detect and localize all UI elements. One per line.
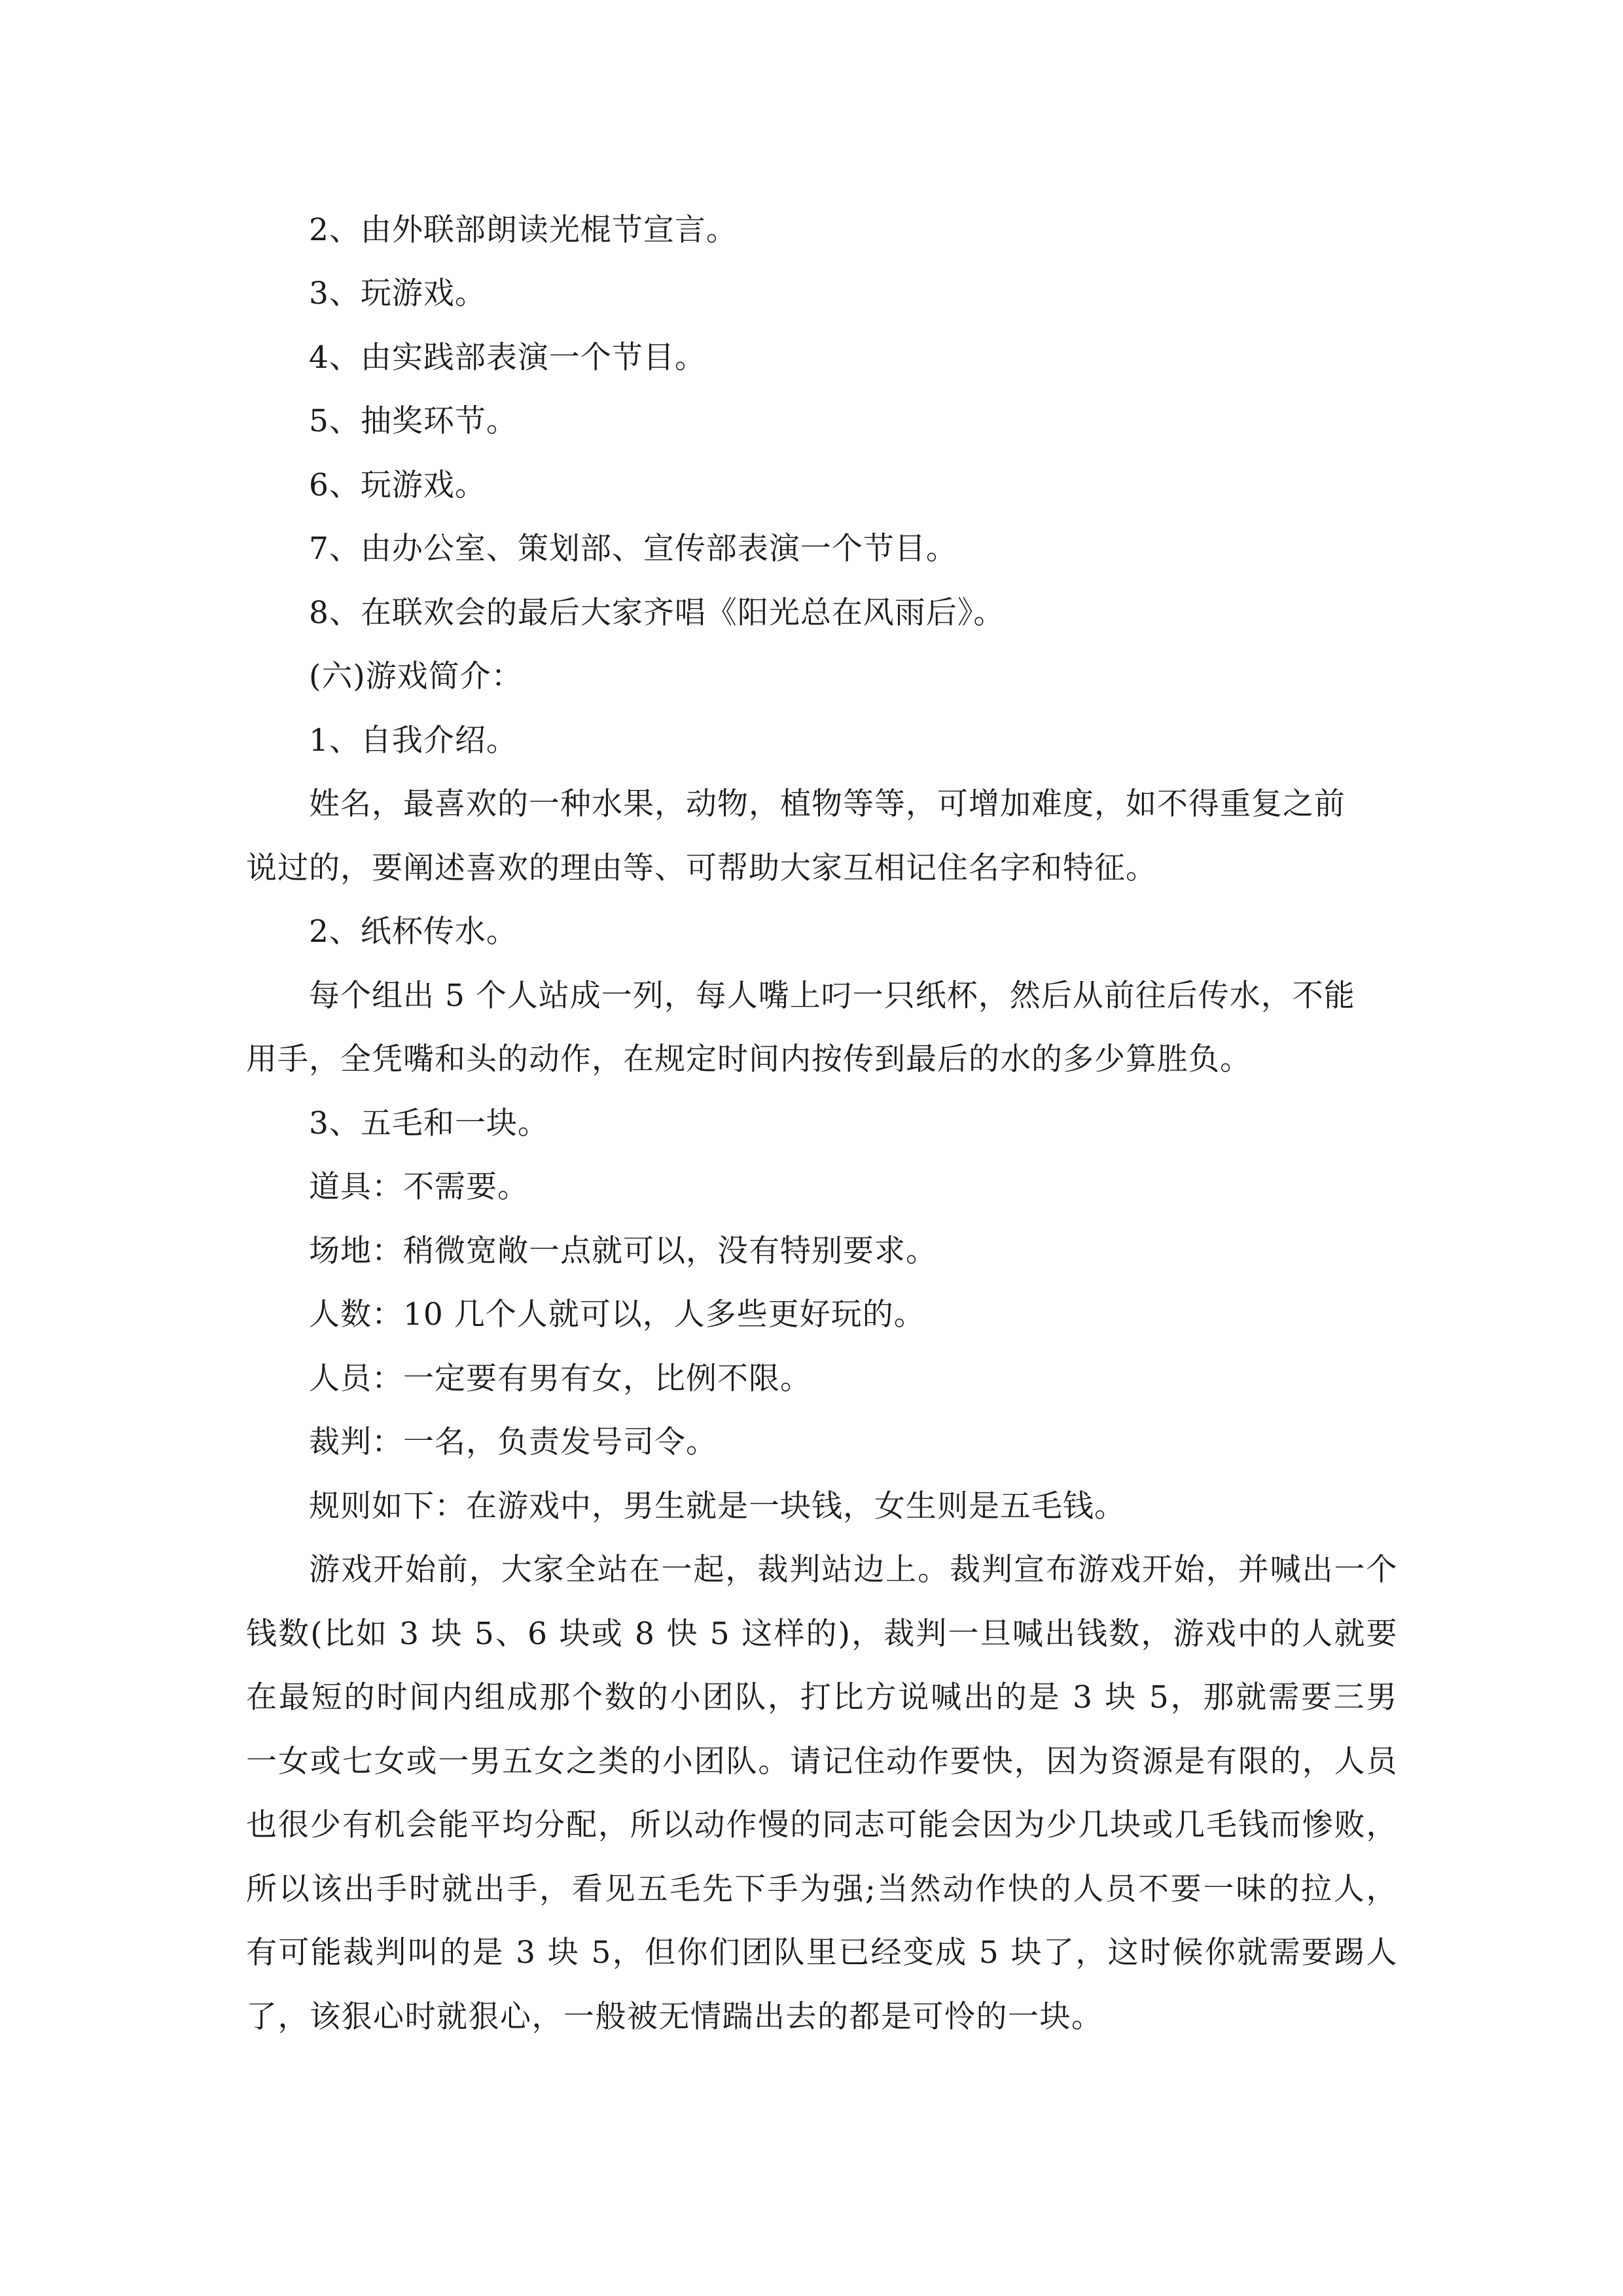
game3-rules: 规则如下：在游戏中，男生就是一块钱，女生则是五毛钱。 <box>309 1488 1126 1524</box>
program-item-6: 6、玩游戏。 <box>309 467 486 503</box>
game2-title: 2、纸杯传水。 <box>309 914 518 950</box>
game3-players: 人数：10 几个人就可以，人多些更好玩的。 <box>309 1297 925 1333</box>
game1-title: 1、自我介绍。 <box>309 723 518 759</box>
game3-title: 3、五毛和一块。 <box>309 1105 549 1141</box>
section-heading: (六)游戏简介： <box>309 658 523 694</box>
game2-desc-line-2: 用手，全凭嘴和头的动作，在规定时间内按传到最后的水的多少算胜负。 <box>246 1041 1251 1077</box>
program-item-2: 2、由外联部朗读光棍节宣言。 <box>309 212 738 248</box>
game2-desc-line-1: 每个组出 5 个人站成一列，每人嘴上叼一只纸杯，然后从前往后传水，不能 <box>309 978 1355 1014</box>
game3-staff: 人员：一定要有男有女，比例不限。 <box>309 1361 812 1397</box>
program-item-7: 7、由办公室、策划部、宣传部表演一个节目。 <box>309 531 957 567</box>
game3-referee: 裁判：一名，负责发号司令。 <box>309 1424 717 1460</box>
program-item-8: 8、在联欢会的最后大家齐唱《阳光总在风雨后》。 <box>309 595 1005 631</box>
game1-desc-line-2: 说过的，要阐述喜欢的理由等、可帮助大家互相记住名字和特征。 <box>246 850 1157 886</box>
program-item-5: 5、抽奖环节。 <box>309 403 518 439</box>
game3-venue: 场地：稍微宽敞一点就可以，没有特别要求。 <box>309 1233 937 1269</box>
program-item-4: 4、由实践部表演一个节目。 <box>309 340 706 376</box>
game3-explanation: 游戏开始前，大家全站在一起，裁判站边上。裁判宣布游戏开始，并喊出一个钱数(比如 3 块 5、6 块或 8 快 5 这样的)，裁判一旦喊出钱数，游戏中的人就要在最短的时间内组成那个数的小团队，打比方说喊出的是 3 块 5，那就需要三男一女或七女或一男五女之类的小团队。请记住动作要快，因为资源是有限的，人员也很少有机会能平均分配，所以动作慢的同志可能会因为少几块或几毛钱而惨败，所以该出手时就出手，看见五毛先下手为强;当然动作快的人员不要一味的拉人，有可能裁判叫的是 3 块 5，但你们团队里已经变成 5 块了，这时候你就需要踢人了，该狠心时就狠心，一般被无情踹出去的都是可怜的一块。 <box>246 1552 1398 2035</box>
game1-desc-line-1: 姓名，最喜欢的一种水果，动物，植物等等，可增加难度，如不得重复之前 <box>309 786 1346 822</box>
program-item-3: 3、玩游戏。 <box>309 276 486 312</box>
game3-props: 道具：不需要。 <box>309 1169 529 1205</box>
